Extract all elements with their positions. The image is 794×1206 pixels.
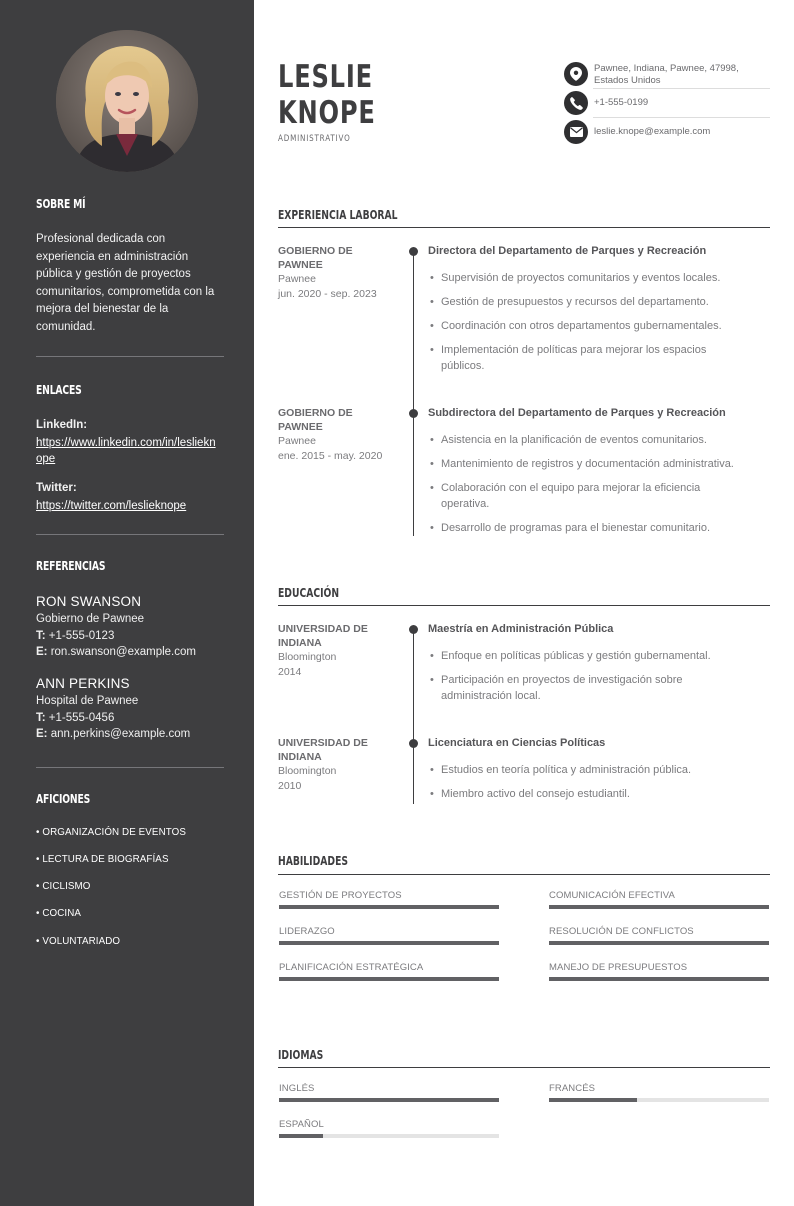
skills-rule [278, 874, 770, 875]
job-bullet: • Desarrollo de programas para el bienestar comunitario. [430, 520, 770, 536]
language-bar-fill [279, 1134, 323, 1138]
phone-icon [564, 91, 588, 115]
edu-degree: Maestría en Administración Pública [428, 623, 614, 635]
edu-bullet: • Estudios en teoría política y administración pública. [430, 762, 770, 778]
address-text: Pawnee, Indiana, Pawnee, 47998, Estados Unidos [594, 63, 739, 86]
job-bullet: • Implementación de políticas para mejorar los espacios públicos. [430, 342, 750, 374]
edu-bullet: • Participación en proyectos de investigación sobre administración local. [430, 672, 730, 704]
edu-location: Bloomington [278, 765, 337, 777]
skill-bar [279, 941, 499, 945]
links-title: ENLACES [36, 382, 82, 397]
about-text: Profesional dedicada con experiencia en administración pública y gestión de proyectos comunitarios, comprometida con la mejora del bienestar de la comunidad. [36, 233, 215, 333]
reference-name: ANN PERKINS [36, 676, 130, 691]
job-bullet: • Supervisión de proyectos comunitarios y eventos locales. [430, 270, 770, 286]
skill-label: COMUNICACIÓN EFECTIVA [549, 890, 675, 901]
about-title: SOBRE MÍ [36, 196, 86, 211]
hobby-item: • COCINA [36, 908, 82, 919]
edu-org: UNIVERSIDAD DE INDIANA [278, 623, 368, 649]
language-bar [279, 1098, 499, 1102]
skill-bar-fill [279, 941, 499, 945]
skills-title: HABILIDADES [278, 853, 349, 868]
skill-bar-fill [549, 905, 769, 909]
job-org: GOBIERNO DE PAWNEE [278, 407, 353, 433]
skill-label: MANEJO DE PRESUPUESTOS [549, 962, 688, 973]
contact-email [564, 120, 770, 144]
job-bullet: • Colaboración con el equipo para mejorar la eficiencia operativa. [430, 480, 740, 512]
references-divider [36, 767, 224, 768]
link-linkedin [36, 417, 216, 467]
skill-bar [549, 905, 769, 909]
timeline-dot [409, 247, 418, 256]
job-title: ADMINISTRATIVO [278, 134, 351, 144]
skill-bar-fill [549, 977, 769, 981]
phone-text: +1-555-0199 [594, 97, 649, 108]
sidebar [0, 0, 254, 1206]
education-rule [278, 605, 770, 606]
experience-title: EXPERIENCIA LABORAL [278, 207, 398, 222]
skill-bar-fill [279, 977, 499, 981]
location-pin-icon [564, 62, 588, 86]
reference-email: E: ann.perkins@example.com [36, 728, 191, 740]
reference-phone: T: +1-555-0456 [36, 712, 115, 724]
job-bullet: • Gestión de presupuestos y recursos del departamento. [430, 294, 770, 310]
edu-bullet: • Enfoque en políticas públicas y gestión gubernamental. [430, 648, 770, 664]
skill-bar [279, 977, 499, 981]
about-divider [36, 356, 224, 357]
education-timeline [413, 629, 414, 804]
skill-bar-fill [549, 941, 769, 945]
timeline-dot [409, 625, 418, 634]
skill-label: RESOLUCIÓN DE CONFLICTOS [549, 926, 694, 937]
timeline-dot [409, 409, 418, 418]
job-dates: jun. 2020 - sep. 2023 [278, 288, 377, 300]
education-title: EDUCACIÓN [278, 585, 340, 600]
hobby-item: • LECTURA DE BIOGRAFÍAS [36, 854, 169, 865]
link-twitter [36, 480, 216, 514]
portrait-image [56, 30, 198, 172]
reference-email: E: ron.swanson@example.com [36, 646, 196, 658]
edu-degree: Licenciatura en Ciencias Políticas [428, 737, 606, 749]
linkedin-url[interactable]: https://www.linkedin.com/in/leslieknope [36, 436, 216, 465]
experience-timeline [413, 251, 414, 536]
edu-org: UNIVERSIDAD DE INDIANA [278, 737, 368, 763]
links-divider [36, 534, 224, 535]
contact-divider [593, 88, 770, 89]
edu-dates: 2010 [278, 780, 302, 792]
skill-bar [279, 905, 499, 909]
references-title: REFERENCIAS [36, 558, 106, 573]
experience-rule [278, 227, 770, 228]
envelope-icon [564, 120, 588, 144]
job-bullet: • Mantenimiento de registros y documentación administrativa. [430, 456, 770, 472]
contact-phone [564, 91, 770, 115]
language-bar-fill [549, 1098, 637, 1102]
reference-item [36, 593, 216, 660]
hobby-item: • ORGANIZACIÓN DE EVENTOS [36, 827, 187, 838]
hobby-item: • CICLISMO [36, 881, 91, 892]
job-role: Directora del Departamento de Parques y Recreación [428, 245, 707, 257]
skill-label: PLANIFICACIÓN ESTRATÉGICA [279, 962, 424, 973]
skill-label: LIDERAZGO [279, 926, 335, 937]
languages-title: IDIOMAS [278, 1047, 324, 1062]
job-bullet: • Asistencia en la planificación de eventos comunitarios. [430, 432, 770, 448]
reference-org: Hospital de Pawnee [36, 694, 139, 707]
language-bar-fill [279, 1098, 499, 1102]
language-bar [279, 1134, 499, 1138]
skill-label: GESTIÓN DE PROYECTOS [279, 890, 402, 901]
last-name: KNOPE [278, 95, 376, 131]
skill-bar [549, 941, 769, 945]
job-dates: ene. 2015 - may. 2020 [278, 450, 383, 462]
timeline-dot [409, 739, 418, 748]
language-label: ESPAÑOL [279, 1119, 324, 1130]
twitter-url[interactable]: https://twitter.com/leslieknope [36, 499, 187, 512]
edu-bullet: • Miembro activo del consejo estudiantil. [430, 786, 770, 802]
languages-rule [278, 1067, 770, 1068]
language-bar [549, 1098, 769, 1102]
twitter-label: Twitter: [36, 482, 77, 494]
reference-name: RON SWANSON [36, 594, 142, 609]
job-role: Subdirectora del Departamento de Parques y Recreación [428, 407, 726, 419]
skill-bar [549, 977, 769, 981]
hobbies-title: AFICIONES [36, 791, 91, 806]
hobby-item: • VOLUNTARIADO [36, 936, 121, 947]
reference-phone: T: +1-555-0123 [36, 630, 115, 642]
profile-photo [56, 30, 198, 172]
reference-org: Gobierno de Pawnee [36, 612, 145, 625]
job-location: Pawnee [278, 273, 316, 285]
email-text[interactable]: leslie.knope@example.com [594, 126, 711, 137]
contact-address [564, 62, 770, 88]
job-org: GOBIERNO DE PAWNEE [278, 245, 353, 271]
edu-dates: 2014 [278, 666, 302, 678]
language-label: FRANCÉS [549, 1083, 596, 1094]
job-location: Pawnee [278, 435, 316, 447]
language-label: INGLÉS [279, 1083, 315, 1094]
first-name: LESLIE [278, 59, 373, 95]
linkedin-label: LinkedIn: [36, 419, 88, 431]
edu-location: Bloomington [278, 651, 337, 663]
reference-item [36, 675, 216, 742]
job-bullet: • Coordinación con otros departamentos gubernamentales. [430, 318, 770, 334]
skill-bar-fill [279, 905, 499, 909]
contact-divider [593, 117, 770, 118]
